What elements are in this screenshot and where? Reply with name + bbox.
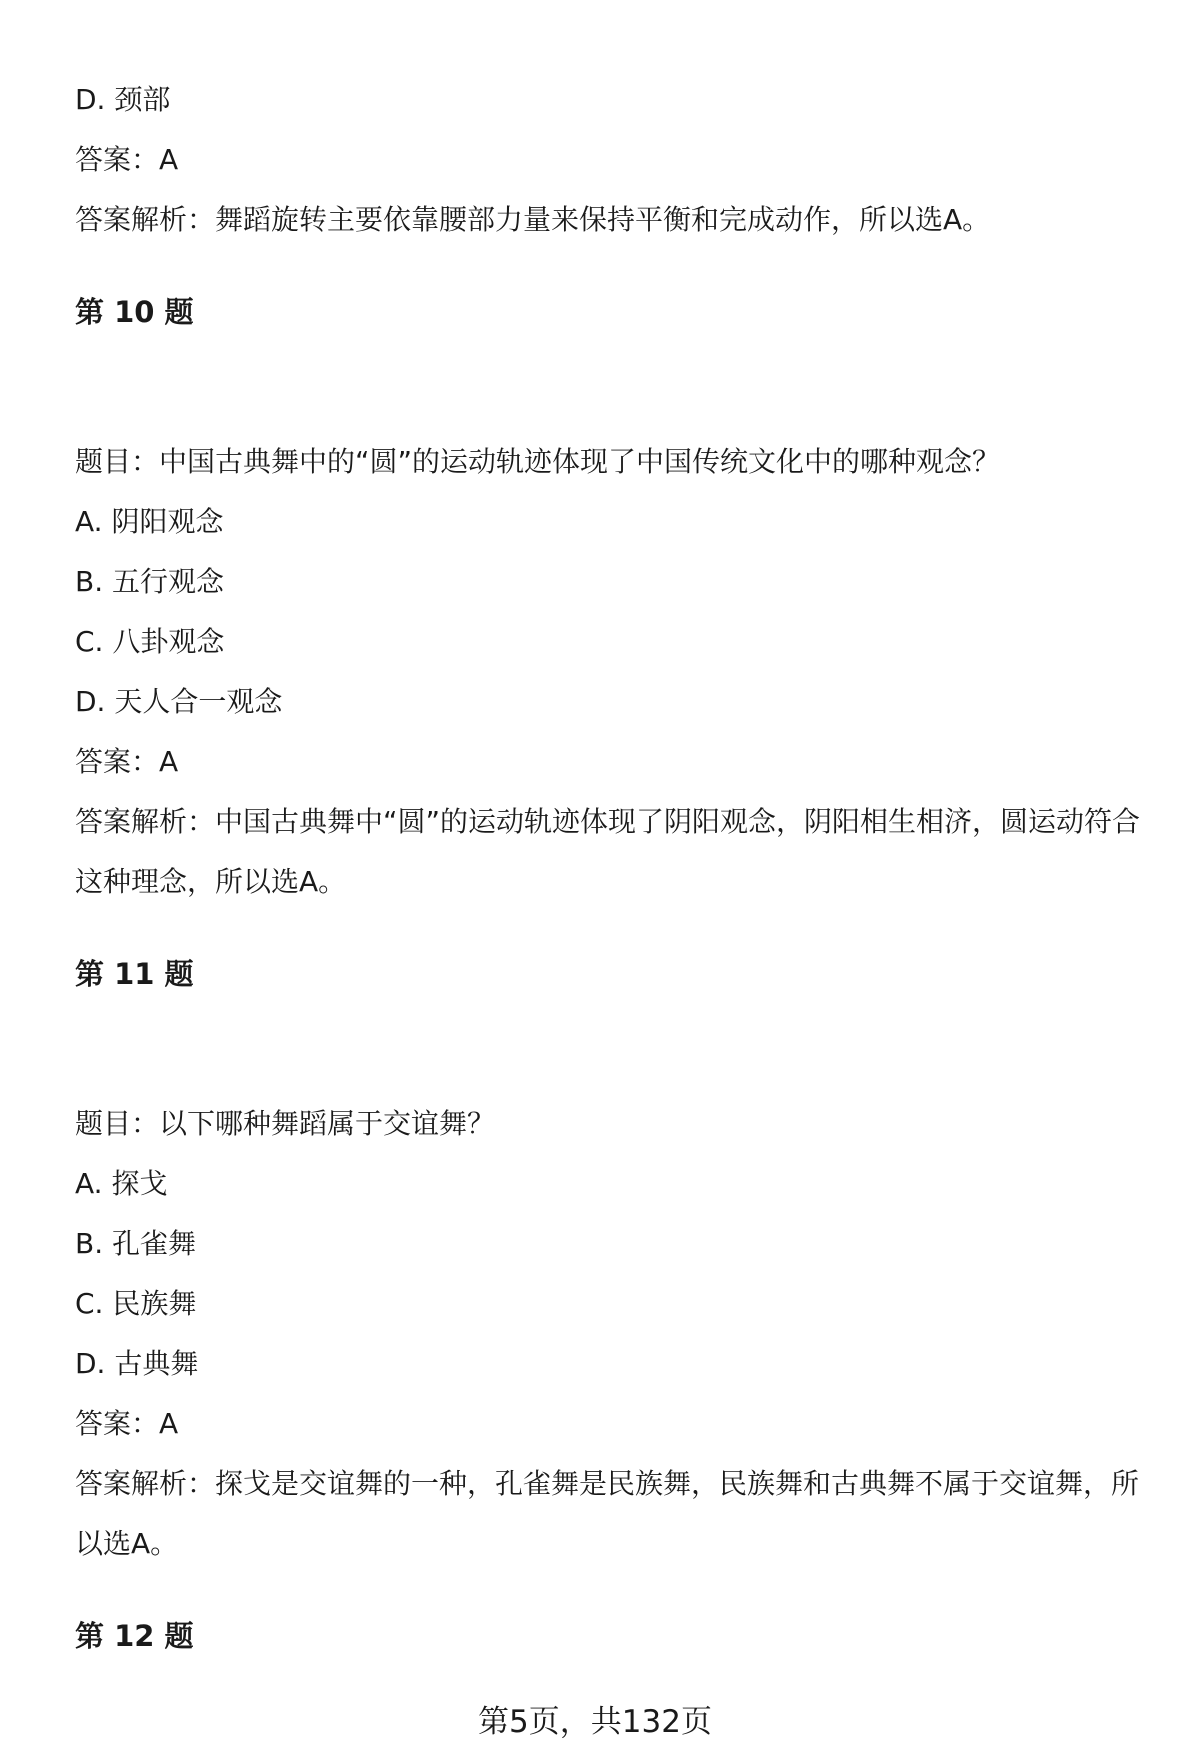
question-10-option-d: D. 天人合一观念 <box>75 685 283 718</box>
page-number-footer: 第5页，共132页 <box>478 1704 712 1740</box>
prev-answer: 答案：A <box>75 143 179 176</box>
question-11-heading: 第 11 题 <box>75 957 194 991</box>
question-10-answer: 答案：A <box>75 745 179 778</box>
question-10-heading: 第 10 题 <box>75 295 194 329</box>
question-11-analysis: 答案解析：探戈是交谊舞的一种，孔雀舞是民族舞，民族舞和古典舞不属于交谊舞，所以选A。 <box>75 1467 1140 1560</box>
prev-option-d: D. 颈部 <box>75 83 171 116</box>
question-10-text: 题目：中国古典舞中的“圆”的运动轨迹体现了中国传统文化中的哪种观念？ <box>75 445 1001 478</box>
question-12-heading: 第 12 题 <box>75 1619 194 1653</box>
question-11-option-a: A. 探戈 <box>75 1167 168 1200</box>
question-11-option-c: C. 民族舞 <box>75 1287 197 1320</box>
prev-analysis: 答案解析：舞蹈旋转主要依靠腰部力量来保持平衡和完成动作，所以选A。 <box>75 203 991 236</box>
question-11-answer: 答案：A <box>75 1407 179 1440</box>
question-10-option-b: B. 五行观念 <box>75 565 225 598</box>
question-11-option-d: D. 古典舞 <box>75 1347 199 1380</box>
question-10-analysis: 答案解析：中国古典舞中“圆”的运动轨迹体现了阴阳观念，阴阳相生相济，圆运动符合这种理念，所以选A。 <box>75 805 1141 898</box>
question-11-option-b: B. 孔雀舞 <box>75 1227 197 1260</box>
question-11-text: 题目：以下哪种舞蹈属于交谊舞？ <box>75 1107 496 1140</box>
question-10-option-a: A. 阴阳观念 <box>75 505 224 538</box>
question-10-option-c: C. 八卦观念 <box>75 625 225 658</box>
